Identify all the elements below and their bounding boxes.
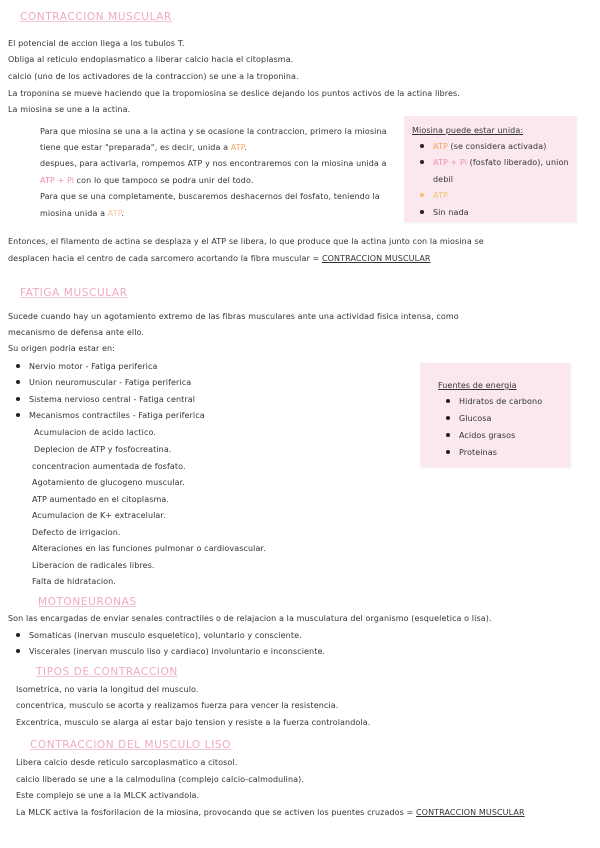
box-item: Acidos grasos [446,430,515,441]
text-line: Isometrica, no varia la longitud del musculo. [16,685,199,694]
section-title-liso: CONTRACCION DEL MUSCULO LISO [30,739,232,751]
sub-item: Agotamiento de glucogeno muscular. [32,478,185,487]
list-item: Nervio motor - Fatiga periferica [16,361,158,372]
atp-highlight: ATP [107,209,122,218]
section-title-motoneuronas: MOTONEURONAS [38,596,137,608]
bullet-icon [16,633,20,637]
text-line: Sucede cuando hay un agotamiento extremo de las fibras musculares ante una actividad fisica intensa, como [8,312,459,321]
sub-item: Acumulacion de acido lactico. [34,428,156,437]
bullet-icon [16,380,20,384]
box-item: Hidratos de carbono [446,396,542,407]
sub-item: Deplecion de ATP y fosfocreatina. [34,445,172,454]
para-line: despues, para activarla, rompemos ATP y nos encontraremos con la miosina unida a [40,159,387,168]
section-title-fatiga: FATIGA MUSCULAR [20,287,128,299]
para-line: ATP + Pi con lo que tampoco se podra unir del todo. [40,176,254,185]
text-line: calcio liberado se une a la calmodulina (complejo calcio-calmodulina). [16,775,305,784]
bullet-icon [420,210,424,214]
text-line: calcio (uno de los activadores de la contraccion) se une a la troponina. [8,72,299,81]
box-item: Glucosa [446,413,492,424]
sub-item: Acumulacion de K+ extracelular. [32,511,166,520]
text-line: La miosina se une a la actina. [8,105,131,114]
list-item: Somaticas (inervan musculo esqueletico), voluntario y consciente. [16,630,302,641]
box-item: Sin nada [420,207,469,218]
bullet-icon [420,144,424,148]
list-item: Viscerales (inervan musculo liso y cardiaco) involuntario e inconsciente. [16,646,325,657]
sub-item: Defecto de irrigacion. [32,528,121,537]
text-line: Obliga al reticulo endoplasmatico a liberar calcio hacia el citoplasma. [8,55,294,64]
text-line: Libera calcio desde reticulo sarcoplasmatico a citosol. [16,758,238,767]
bullet-icon [446,450,450,454]
text-line: mecanismo de defensa ante ello. [8,328,145,337]
bullet-icon [446,433,450,437]
box-title: Miosina puede estar unida: [412,126,524,135]
atp-highlight: ATP [230,143,245,152]
text-line: Su origen podria estar en: [8,344,115,353]
box-item: ATP (se considera activada) [420,141,546,152]
atp-pi-highlight: ATP + Pi [40,176,75,185]
section-title-contraccion: CONTRACCION MUSCULAR [20,11,172,23]
box-item: ATP [420,190,448,201]
text-line: Excentrica, musculo se alarga al estar bajo tension y resiste a la fuerza controlandola. [16,718,371,727]
section-title-tipos: TIPOS DE CONTRACCION [36,666,178,678]
para-line: tiene que estar "preparada", es decir, unida a ATP. [40,143,248,152]
contraccion-emphasis: CONTRACCION MUSCULAR [415,808,525,817]
bullet-icon [16,397,20,401]
text-line: La troponina se mueve haciendo que la tropomiosina se deslice dejando los puntos activos de la actina libres. [8,89,460,98]
conclusion-line: Entonces, el filamento de actina se desplaza y el ATP se libera, lo que produce que la actina junto con la miosina se [8,237,484,246]
para-line: Para que se una completamente, buscaremos deshacernos del fosfato, teniendo la [40,192,380,201]
list-item: Sistema nervioso central - Fatiga central [16,394,195,405]
bullet-icon [16,413,20,417]
conclusion-line: desplacen hacia el centro de cada sarcomero acortando la fibra muscular = CONTRACCION MUSCULAR [8,254,431,263]
fuentes-box [420,363,570,467]
text-line: El potencial de accion llega a los tubulos T. [8,39,185,48]
bullet-icon [16,364,20,368]
sub-item: Falta de hidratacion. [32,577,116,586]
list-item: Mecanismos contractiles - Fatiga periferica [16,410,205,421]
para-line: Para que miosina se una a la actina y se ocasione la contraccion, primero la miosina [40,127,387,136]
bullet-icon [16,649,20,653]
bullet-icon [420,193,424,197]
box-item: ATP + Pi (fosfato liberado), union [420,157,569,168]
sub-item: concentracion aumentada de fosfato. [32,462,186,471]
bullet-icon [420,160,424,164]
box-item-continuation: debil [433,175,454,184]
list-item: Union neuromuscular - Fatiga periferica [16,377,191,388]
bullet-icon [446,399,450,403]
sub-item: Alteraciones en las funciones pulmonar o cardiovascular. [32,544,266,553]
bullet-icon [446,416,450,420]
para-line: miosina unida a ATP. [40,209,125,218]
box-title: Fuentes de energia [438,381,517,390]
text-line: Son las encargadas de enviar senales contractiles o de relajacion a la musculatura del organismo (esqueletica o lisa). [8,614,492,623]
text-line: concentrica, musculo se acorta y realizamos fuerza para vencer la resistencia. [16,701,339,710]
miosina-box [404,116,576,222]
box-item: Proteinas [446,447,497,458]
sub-item: ATP aumentado en el citoplasma. [32,495,170,504]
text-line: Este complejo se une a la MLCK activandola. [16,791,200,800]
contraccion-emphasis: CONTRACCION MUSCULAR [321,254,431,263]
text-line: La MLCK activa la fosforilacion de la miosina, provocando que se activen los puentes cruzados = CONTRACCION MUSCULAR [16,808,525,817]
sub-item: Liberacion de radicales libres. [32,561,155,570]
